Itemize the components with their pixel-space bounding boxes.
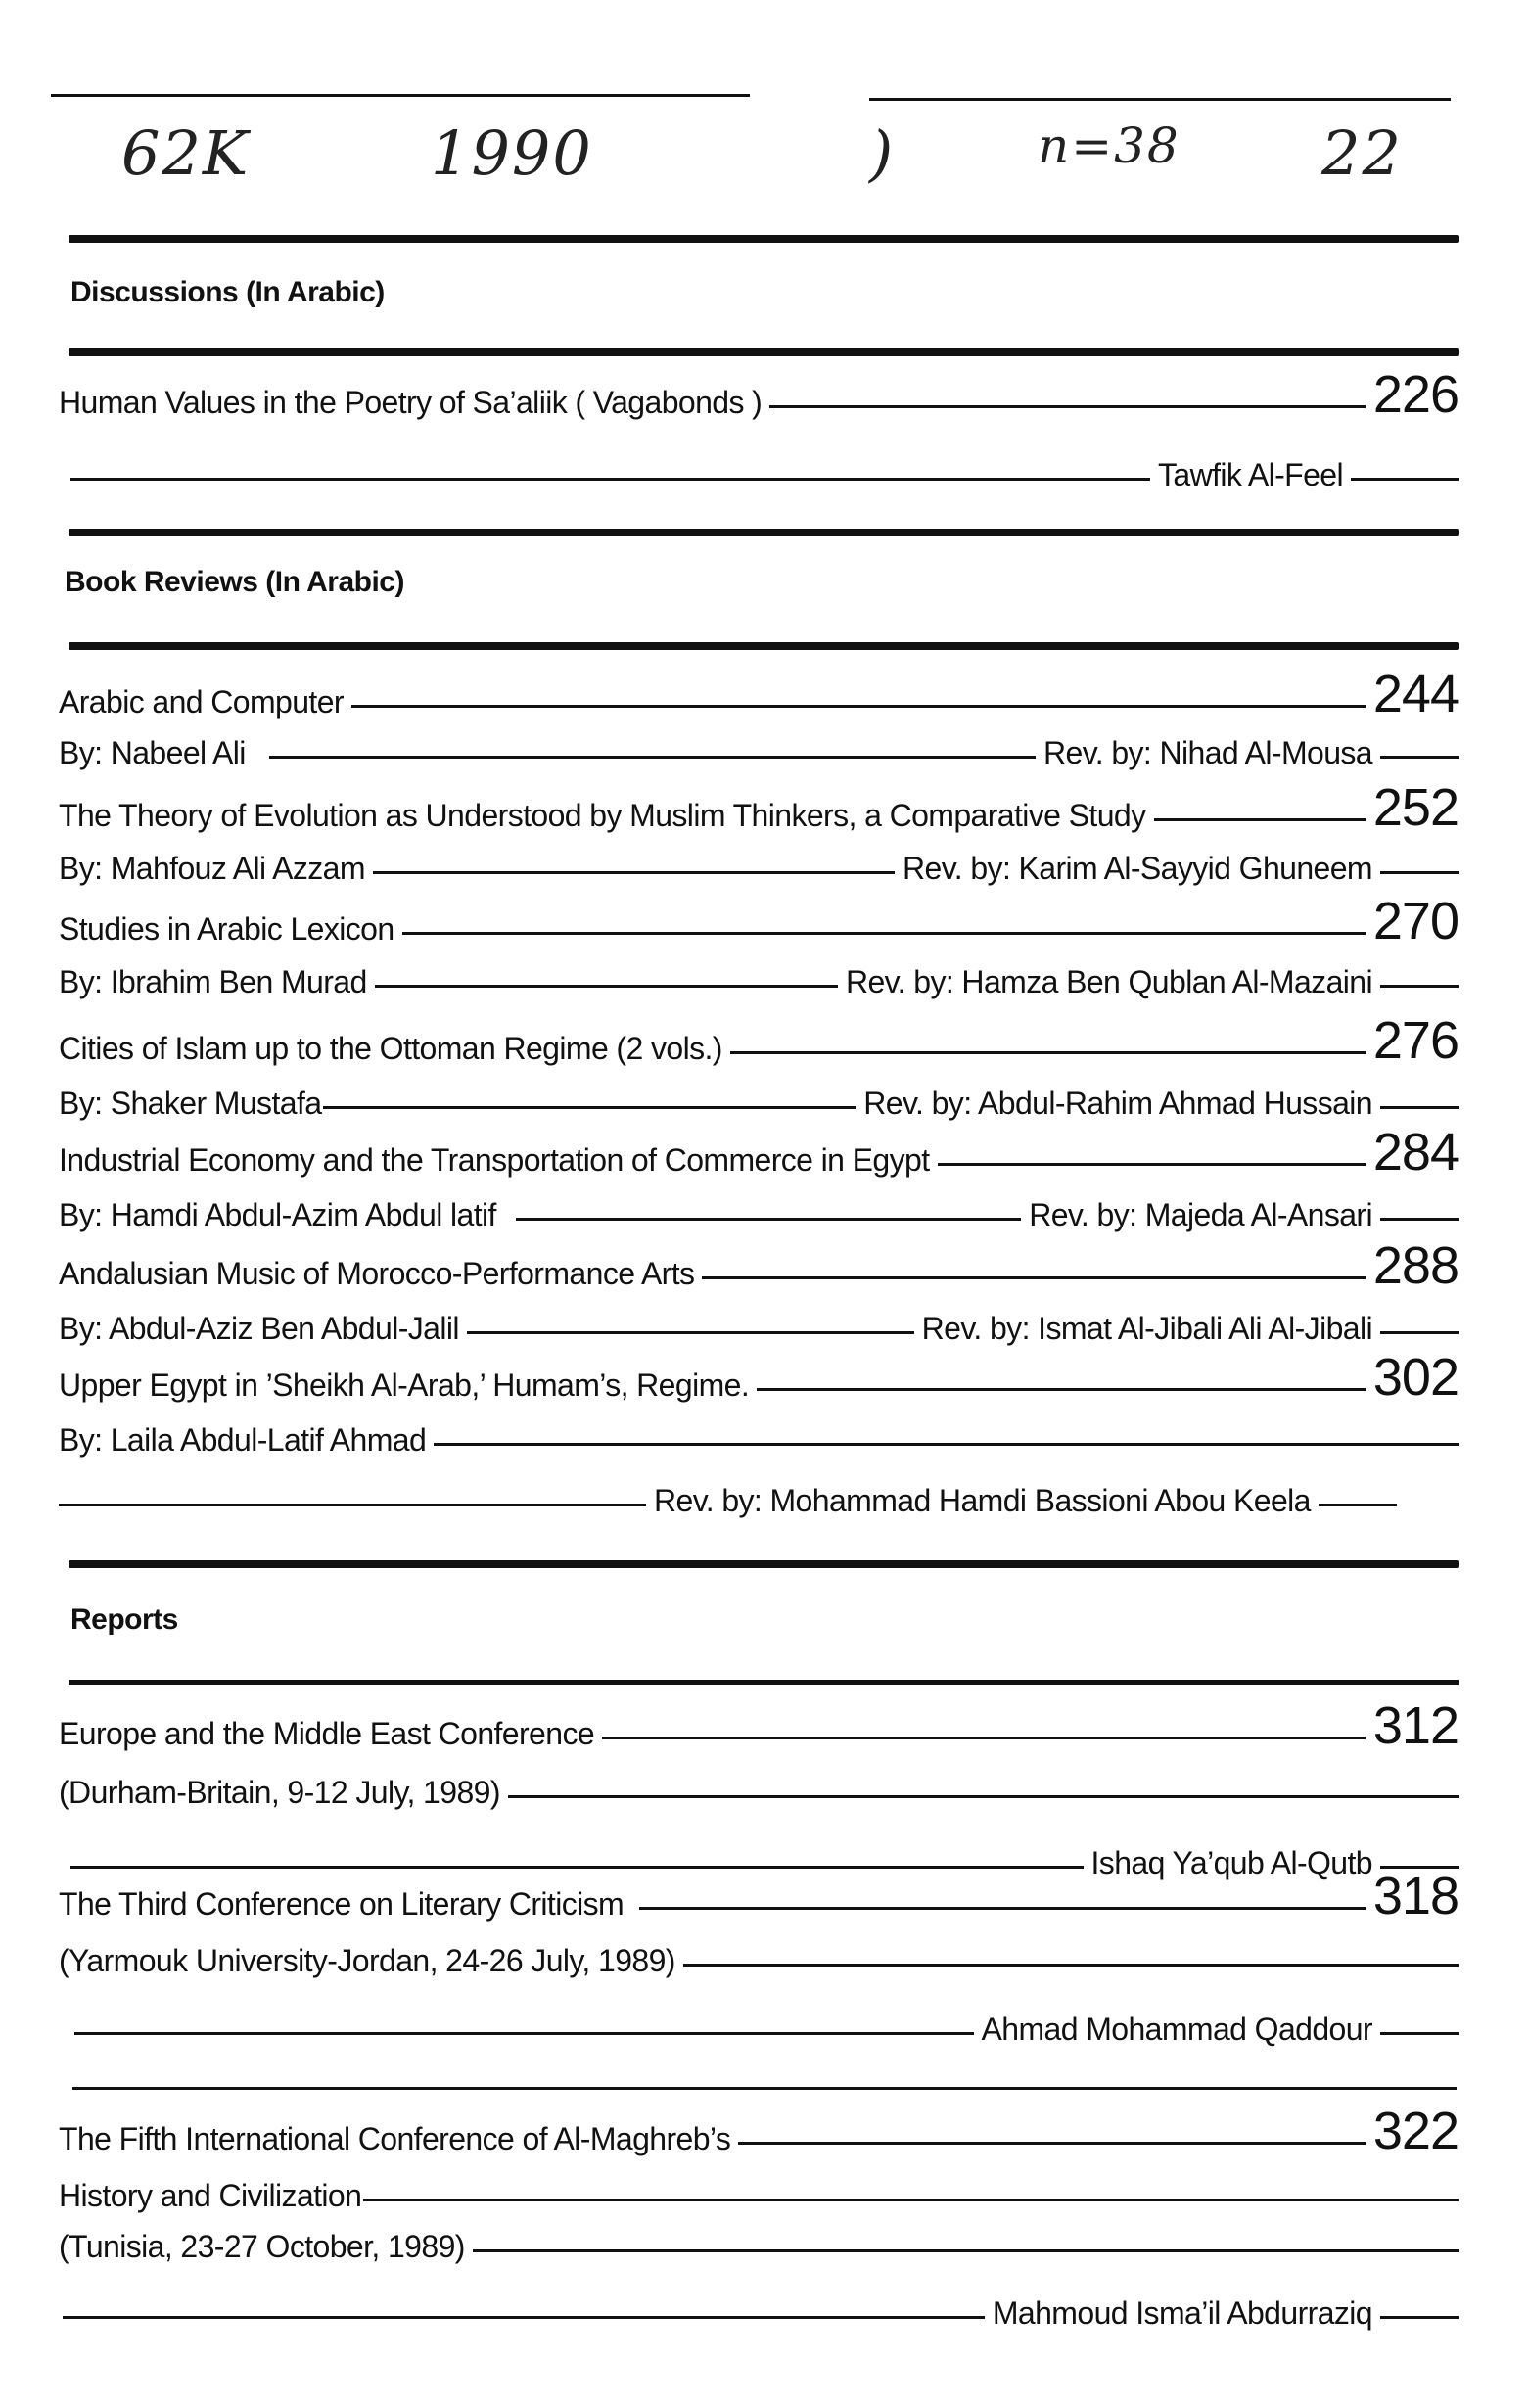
- toc-entry: [59, 1011, 1459, 1070]
- handwritten-mark: n=38: [1038, 117, 1181, 174]
- toc-author-line: [59, 2277, 1459, 2332]
- leader-line: [375, 985, 838, 988]
- section-rule: [69, 529, 1459, 536]
- page-number: 288: [1372, 1236, 1459, 1295]
- leader-line: [938, 1163, 1366, 1166]
- handwritten-mark: ): [869, 117, 896, 189]
- toc-entry: [59, 893, 1459, 948]
- section-heading-reports: Reports: [70, 1603, 178, 1636]
- entry-author: By: Laila Abdul-Latif Ahmad: [59, 1422, 427, 1458]
- entry-author: By: Abdul-Aziz Ben Abdul-Jalil: [59, 1311, 459, 1346]
- entry-author: By: Mahfouz Ali Azzam: [59, 851, 365, 886]
- leader-line: [769, 405, 1366, 408]
- section-rule: [69, 235, 1459, 243]
- toc-byline: [59, 946, 1459, 1000]
- entry-subtitle: (Tunisia, 23-27 October, 1989): [59, 2229, 465, 2264]
- top-rule-left: [51, 94, 750, 97]
- entry-title: Upper Egypt in ’Sheikh Al-Arab,’ Humam’s, Regime.: [59, 1367, 750, 1403]
- entry-author: By: Ibrahim Ben Murad: [59, 964, 367, 999]
- entry-reviewer: Rev. by: Karim Al-Sayyid Ghuneem: [903, 851, 1372, 886]
- entry-title: The Third Conference on Literary Criticism: [59, 1886, 625, 1922]
- entry-reviewer: Rev. by: Nihad Al-Mousa: [1043, 735, 1372, 770]
- leader-line: [683, 1964, 1459, 1967]
- handwritten-mark: 62K: [121, 117, 251, 189]
- leader-line: [269, 756, 1036, 759]
- leader-line: [1380, 985, 1459, 988]
- leader-line: [757, 1388, 1366, 1391]
- toc-subtitle-line: [59, 2210, 1459, 2265]
- page-number: 276: [1372, 1011, 1459, 1070]
- leader-line: [70, 478, 1150, 481]
- leader-line: [602, 1737, 1366, 1739]
- toc-byline: [59, 717, 1459, 771]
- page-number: 318: [1372, 1867, 1459, 1925]
- toc-entry: [59, 2102, 1459, 2160]
- page-number: 312: [1372, 1696, 1459, 1755]
- toc-byline: [59, 1067, 1459, 1122]
- leader-line: [351, 705, 1366, 708]
- toc-entry: [59, 1124, 1459, 1179]
- entry-subtitle: (Yarmouk University-Jordan, 24-26 July, 1989): [59, 1943, 675, 1978]
- page-number: 226: [1372, 365, 1459, 424]
- entry-title: Studies in Arabic Lexicon: [59, 911, 394, 947]
- leader-line: [1154, 818, 1366, 821]
- toc-byline: [59, 1292, 1459, 1347]
- toc-entry: [59, 1236, 1459, 1295]
- leader-line: [1351, 478, 1459, 481]
- entry-author: Ahmad Mohammad Qaddour: [981, 2012, 1372, 2047]
- entry-author: Ishaq Ya’qub Al-Qutb: [1090, 1845, 1372, 1880]
- leader-line: [363, 2199, 1459, 2201]
- section-rule: [69, 348, 1459, 356]
- entry-reviewer: Rev. by: Abdul-Rahim Ahmad Hussain: [863, 1086, 1372, 1121]
- entry-subtitle: (Durham-Britain, 9-12 July, 1989): [59, 1775, 500, 1810]
- leader-line: [1380, 2032, 1459, 2035]
- toc-entry: [59, 1867, 1459, 1925]
- leader-line: [702, 1276, 1365, 1279]
- toc-entry: [59, 665, 1459, 723]
- entry-title: The Theory of Evolution as Understood by Muslim Thinkers, a Comparative Study: [59, 798, 1146, 833]
- leader-line: [639, 1907, 1366, 1910]
- entry-title: Europe and the Middle East Conference: [59, 1716, 595, 1751]
- leader-line: [1380, 1106, 1459, 1109]
- toc-byline: [59, 1404, 1459, 1459]
- leader-line: [434, 1443, 1459, 1446]
- leader-line: [323, 1106, 856, 1109]
- page-number: 244: [1372, 665, 1459, 723]
- entry-author: Tawfik Al-Feel: [1158, 457, 1343, 492]
- toc-author-line: [59, 1993, 1459, 2048]
- leader-line: [402, 932, 1366, 935]
- entry-title: The Fifth International Conference of Al-Maghreb’s: [59, 2121, 731, 2156]
- entry-author: By: Hamdi Abdul-Azim Abdul latif: [59, 1197, 496, 1232]
- leader-line: [730, 1051, 1366, 1054]
- leader-line: [373, 871, 895, 874]
- leader-line: [1319, 1504, 1397, 1506]
- entry-title: Industrial Economy and the Transportation of Commerce in Egypt: [59, 1142, 930, 1178]
- toc-subtitle-line: [59, 1924, 1459, 1979]
- entry-reviewer: Rev. by: Mohammad Hamdi Bassioni Abou Keela: [654, 1483, 1311, 1518]
- leader-line: [59, 1504, 646, 1506]
- toc-entry: [59, 1348, 1459, 1407]
- top-rule-right: [869, 98, 1451, 101]
- page-number: 322: [1372, 2102, 1459, 2160]
- toc-entry: [59, 365, 1459, 424]
- leader-line: [508, 1795, 1459, 1798]
- page-number: 302: [1372, 1348, 1459, 1407]
- entry-title: Cities of Islam up to the Ottoman Regime (2 vols.): [59, 1031, 722, 1066]
- leader-line: [1380, 2316, 1459, 2319]
- entry-reviewer: Rev. by: Majeda Al-Ansari: [1029, 1197, 1372, 1232]
- handwritten-mark: 1990: [431, 117, 593, 189]
- toc-title-continued: [59, 2159, 1459, 2214]
- entry-title: Human Values in the Poetry of Sa’aliik ( Vagabonds ): [59, 385, 763, 420]
- toc-entry: [59, 1696, 1459, 1755]
- toc-subtitle-line: [59, 1756, 1459, 1811]
- section-rule: [72, 2087, 1457, 2090]
- entry-author: By: Shaker Mustafa: [59, 1086, 322, 1121]
- handwritten-mark: 22: [1321, 117, 1403, 189]
- section-heading-book-reviews: Book Reviews (In Arabic): [65, 566, 404, 598]
- leader-line: [1380, 1331, 1459, 1334]
- leader-line: [516, 1218, 1021, 1221]
- page-number: 270: [1372, 892, 1459, 950]
- leader-line: [1380, 756, 1459, 759]
- section-rule: [69, 1560, 1459, 1568]
- section-rule: [69, 642, 1459, 650]
- section-heading-discussions: Discussions (In Arabic): [70, 276, 385, 308]
- section-rule: [69, 1680, 1459, 1685]
- leader-line: [473, 2249, 1459, 2252]
- toc-author-line: [59, 439, 1459, 493]
- entry-title: Andalusian Music of Morocco-Performance Arts: [59, 1256, 695, 1291]
- leader-line: [738, 2142, 1366, 2145]
- page-number: 252: [1372, 778, 1459, 837]
- entry-reviewer: Rev. by: Ismat Al-Jibali Ali Al-Jibali: [921, 1311, 1372, 1346]
- toc-byline: [59, 1179, 1459, 1233]
- entry-author: Mahmoud Isma’il Abdurraziq: [992, 2295, 1372, 2331]
- toc-reviewer-line: [59, 1464, 1459, 1519]
- entry-title: Arabic and Computer: [59, 684, 344, 719]
- leader-line: [1380, 1218, 1459, 1221]
- entry-author: By: Nabeel Ali: [59, 735, 246, 770]
- page-number: 284: [1372, 1123, 1459, 1181]
- entry-title-line2: History and Civilization: [59, 2178, 362, 2213]
- toc-entry: [59, 778, 1459, 837]
- leader-line: [467, 1331, 914, 1334]
- leader-line: [74, 2032, 974, 2035]
- toc-byline: [59, 832, 1459, 887]
- leader-line: [63, 2316, 985, 2319]
- leader-line: [1380, 871, 1459, 874]
- entry-reviewer: Rev. by: Hamza Ben Qublan Al-Mazaini: [845, 964, 1372, 999]
